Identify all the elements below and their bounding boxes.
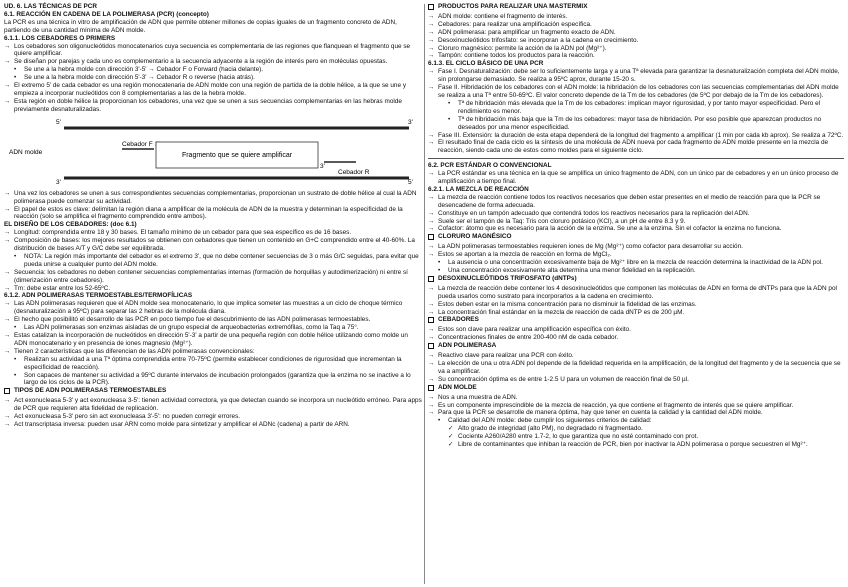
- list-item: → La concentración final estándar en la mezcla de reacción de cada dNTP es de 200 µM.: [428, 308, 685, 316]
- arrow-icon: →: [428, 409, 435, 417]
- sub-item: • La ausencia o una concentración excesivamente baja de Mg²⁺ libre en la mezcla de reacción determina la inactividad de la ADN pol.: [438, 259, 823, 267]
- list-item: → Act exonucleasa 5-3' y act exonucleasa 3-5': tienen actividad correctora, ya que detectan cuando se incorpora un nucleótido erróneo. Para apps de PCR que requieren alta fidelidad de replicación.: [4, 397, 422, 413]
- list-item: → Cloruro magnésico: permite la acción de la ADN pol (Mg²⁺).: [428, 44, 607, 52]
- bullet-icon: •: [438, 267, 441, 274]
- list-item: → Reactivo clave para realizar una PCR con éxito.: [428, 352, 574, 360]
- arrow-icon: →: [428, 251, 435, 259]
- list-item: → Estas catalizan la incorporación de nucleótidos en dirección 5'-3' a partir de una pequeña región con doble hélice utilizando como molde un ADN monocatenario y en presencia de iones magnesio (Mg²⁺).: [4, 332, 408, 347]
- list-item: → La elección de una u otra ADN pol depende de la fidelidad requerida en la amplificación, de la longitud del fragmento y de la secuencia que se va a amplificar.: [428, 359, 841, 375]
- arrow-icon: →: [428, 52, 435, 60]
- mastermix-heading: PRODUCTOS PARA REALIZAR UNA MASTERMIX: [428, 3, 844, 13]
- cebador-f-label: Cebador F: [122, 140, 153, 148]
- checkbox-square-icon: [428, 234, 434, 240]
- check-icon: ✓: [448, 425, 454, 433]
- bullet-icon: •: [14, 371, 17, 379]
- arrow-icon: →: [428, 84, 435, 92]
- check-icon: ✓: [448, 433, 454, 441]
- sub-item: • Las ADN polimerasas son enzimas aisladas de un grupo especial de arqueobacterias extremófilas, como la Taq a 75°.: [14, 324, 359, 332]
- dntp-heading: DESOXINUCLEÓTIDOS TRIFOSFATO (dNTPs): [428, 275, 844, 285]
- list-item: → Constituye en un tampón adecuado que contendrá todos los reactivos necesarios para la replicación del ADN.: [428, 209, 750, 217]
- arrow-icon: →: [428, 326, 435, 334]
- arrow-icon: →: [4, 300, 11, 308]
- list-item: → Suele ser el tampón de la Taq: Tris con cloruro potásico (KCl), a un pH de entre 8.3 y 9.: [428, 217, 686, 225]
- arrow-icon: →: [428, 139, 435, 147]
- sub-item: • Calidad del ADN molde: debe cumplir los siguientes criterios de calidad:: [438, 417, 652, 425]
- arrow-icon: →: [4, 82, 11, 90]
- list-item: → Cebadores: para realizar una amplificación específica.: [428, 20, 592, 28]
- sub-item: • Son capaces de mantener su actividad a 95ºC durante intervalos de incubación prolongados (garantiza que la enzima no se inactive a lo largo de los ciclos de la PCR).: [14, 371, 411, 387]
- list-item: → Nos a una muestra de ADN.: [428, 393, 518, 401]
- strand-top-3-label: 3': [408, 118, 413, 126]
- section-6-1-3-heading: 6.1.3. EL CICLO BÁSICO DE UNA PCR: [428, 60, 544, 68]
- check-item: ✓ Cociente A260/A280 entre 1.7-2, lo que garantiza que no esté contaminado con prot.: [448, 433, 699, 441]
- adn-polimerasa-heading: ADN POLIMERASA: [428, 342, 844, 352]
- bullet-icon: •: [14, 324, 17, 332]
- list-item: → ADN polimerasa: para amplificar un fragmento exacto de ADN.: [428, 28, 616, 36]
- arrow-icon: →: [428, 300, 435, 308]
- list-item: → Los cebadores son oligonucleótidos monocatenarios cuya secuencia es complementaria de las regiones que flanquean el fragmento que se quiere amplificar.: [4, 42, 411, 58]
- section-separator: [428, 158, 844, 159]
- arrow-icon: →: [4, 237, 11, 245]
- left-column: [4, 3, 422, 429]
- arrow-icon: →: [4, 42, 11, 50]
- primer-diagram: [4, 116, 422, 188]
- arrow-icon: →: [428, 401, 435, 409]
- strand-bottom-5-label: 5': [408, 178, 413, 186]
- list-item: → Longitud: comprendida entre 18 y 30 bases. El tamaño mínimo de un cebador para que sea específico es de 16 bases.: [4, 229, 352, 237]
- bullet-icon: •: [438, 417, 441, 425]
- list-item: → Estos son clave para realizar una amplificación específica con éxito.: [428, 326, 631, 334]
- sub-item: • NOTA: La región más importante del cebador es el extremo 3', que no debe contener secuencias de 3 o más G/C seguidas, para evitar que pueda unirse a cualquier punto del ADN molde.: [14, 252, 419, 268]
- arrow-icon: →: [428, 44, 435, 52]
- arrow-icon: →: [428, 359, 435, 367]
- arrow-icon: →: [428, 20, 435, 28]
- list-item: → Se diseñan por parejas y cada uno es complementario a la secuencia adyacente a la región de interés pero en moléculas opuestas.: [4, 58, 388, 66]
- arrow-icon: →: [428, 28, 435, 36]
- sub-item: • Se une a la hebra molde con dirección 3'-5' → Cebador F o Forward (hacia delante).: [14, 66, 264, 74]
- cebadores-heading: CEBADORES: [428, 316, 844, 326]
- bullet-icon: •: [438, 259, 441, 267]
- sub-item: • Tª de hibridación más baja que la Tm de los cebadores: mayor tasa de hibridación. Por eso posible que aparezcan productos no deseados por una menor especificidad.: [448, 115, 822, 131]
- list-item: → Concentraciones finales de entre 200-400 nM de cada cebador.: [428, 334, 619, 342]
- list-item: → Composición de bases: los mejores resultados se obtienen con cebadores que tienen un contenido en G+C comprendido entre el 40-60%. La distribución de bases A/T y G/C debe ser equilibrada.: [4, 237, 415, 253]
- arrow-icon: →: [428, 131, 435, 139]
- list-item: → Fase II. Hibridación de los cebadores con el ADN molde: la hibridación de los cebadores con las secuencias complementarias del ADN molde se realiza a una Tª entre 50-65ºC. El valor concreto depende de la Tm de los cebadores (de 5ºC por debajo de la Tm de los cebadores).: [428, 84, 839, 99]
- list-item: → Fase I. Desnaturalización: debe ser lo suficientemente larga y a una Tª elevada para garantizar la desnaturalización completa del ADN molde, sin prolongarse demasiado. Se realiza a 95ºC aprox, durante 15-20 s.: [428, 68, 840, 84]
- arrow-icon: →: [428, 352, 435, 360]
- arrow-icon: →: [4, 413, 11, 421]
- arrow-icon: →: [428, 284, 435, 292]
- arrow-icon: →: [4, 268, 11, 276]
- arrow-icon: →: [428, 308, 435, 316]
- checkbox-square-icon: [428, 4, 434, 10]
- section-6-1-2-heading: 6.1.2. ADN POLIMERASAS TERMOESTABLES/TERMOFÍLICAS: [4, 292, 193, 300]
- arrow-icon: →: [428, 375, 435, 383]
- list-item: → El extremo 5' de cada cebador es una región monocatenaria de ADN molde con una región de partida de la doble hélice, a la que se une y empieza a incorporar nucleótidos con 8 complementarias a las de la hebra molde.: [4, 82, 407, 97]
- bullet-icon: •: [448, 115, 451, 123]
- molde-label: ADN molde: [9, 148, 43, 156]
- arrow-icon: →: [4, 205, 11, 213]
- arrow-icon: →: [428, 334, 435, 342]
- list-item: → El hecho que posibilitó el desarrollo de las PCR en poco tiempo fue el descubrimiento de las ADN polimerasas termoestables.: [4, 316, 371, 324]
- list-item: → Las ADN polimerasas requieren que el ADN molde sea monocatenario, lo que implica someter las muestras a un ciclo de choque térmico (desnaturalización a 95ºC) para separar las 2 hebras de la molécula diana.: [4, 300, 403, 316]
- checkbox-square-icon: [428, 276, 434, 282]
- checkbox-square-icon: [428, 343, 434, 349]
- arrow-icon: →: [4, 58, 11, 66]
- list-item: → Estos deben estar en la misma concentración para no disminuir la fidelidad de las enzimas.: [428, 300, 697, 308]
- list-item: → Tienen 2 características que las diferencian de las ADN polimerasas convencionales:: [4, 347, 255, 355]
- arrow-icon: →: [428, 12, 435, 20]
- arrow-icon: →: [4, 189, 11, 197]
- arrow-icon: →: [4, 316, 11, 324]
- design-heading: EL DISEÑO DE LOS CEBADORES: (doc 6.1): [4, 221, 137, 229]
- sub-item: • Realizan su actividad a una Tª óptima comprendida entre 70-75ºC (permite establecer condiciones de rigurosidad que incrementan la especificidad de reacción).: [14, 355, 402, 371]
- list-item: → El papel de estos es clave: delimitan la región diana a amplificar de la molécula de ADN de la muestra y determinan la especificidad de la reacción (solo se amplifica el fragmento comprendido entre ambos).: [4, 205, 403, 221]
- arrow-icon: →: [428, 243, 435, 251]
- list-item: → Act transcriptasa inversa: pueden usar ARN como molde para sintetizar y amplificar el ADNc (cadena) a partir de ARN.: [4, 420, 350, 428]
- arrow-icon: →: [4, 229, 11, 237]
- list-item: → La mezcla de reacción contiene todos los reactivos necesarios que deben estar presentes en el medio de reacción para que la PCR se desencadene de forma adecuada.: [428, 193, 821, 209]
- checkbox-square-icon: [428, 385, 434, 391]
- arrow-icon: →: [4, 347, 11, 355]
- list-item: → Esta región en doble hélice la proporcionan los cebadores, una vez que se unen a sus secuencias complementarias en las hebras molde previamente desnaturalizadas.: [4, 97, 402, 113]
- bullet-icon: •: [14, 252, 17, 260]
- list-item: → Tampón: contiene todos los productos para la reacción.: [428, 52, 595, 60]
- checkbox-square-icon: [428, 317, 434, 323]
- list-item: → Secuencia: los cebadores no deben contener secuencias complementarias internas (formación de horquillas y autodimerización) ni entre sí (dimerización entre cebadores).: [4, 268, 408, 284]
- list-item: → Cofactor: átomo que es necesario para la acción de la enzima. Se une a la enzima. Sin el cofactor la enzima no funciona.: [428, 225, 782, 233]
- arrow-icon: →: [428, 170, 435, 178]
- list-item: → El resultado final de cada ciclo es la síntesis de una molécula de ADN nueva por cada fragmento de ADN molde presente en la mezcla de reacción, siendo cada uno de estos como moldes para el siguiente ciclo.: [428, 139, 829, 155]
- section-6-1-heading: 6.1. REACCIÓN EN CADENA DE LA POLIMERASA (PCR) (concepto): [4, 10, 209, 18]
- list-item: → Es un componente imprescindible de la mezcla de reacción, ya que contiene el fragmento de interés que se quiere amplificar.: [428, 401, 794, 409]
- section-6-1-1-heading: 6.1.1. LOS CEBADORES O PRIMERS: [4, 34, 116, 42]
- arrow-icon: →: [4, 284, 11, 292]
- list-item: → Su concentración óptima es de entre 1-2.5 U para un volumen de reacción final de 50 µl.: [428, 375, 689, 383]
- cebador-r-label: Cebador R: [338, 168, 370, 176]
- section-6-2-heading: 6.2. PCR ESTÁNDAR O CONVENCIONAL: [428, 162, 552, 170]
- fragment-label: Fragmento que se quiere amplificar: [181, 151, 293, 159]
- adn-molde-heading: ADN MOLDE: [428, 384, 844, 394]
- sub-item: • Se une a la hebra molde con dirección 5'-3' → Cebador R o reverse (hacia atrás).: [14, 74, 255, 82]
- bullet-icon: •: [14, 66, 17, 74]
- arrow-icon: →: [428, 209, 435, 217]
- arrow-icon: →: [4, 332, 11, 339]
- list-item: → ADN molde: contiene el fragmento de interés.: [428, 12, 568, 20]
- sub-item: • Tª de hibridación más elevada que la Tm de los cebadores: implican mayor rigurosidad, y por tanto mayor especificidad. Pero el rendimiento es menor.: [448, 99, 821, 115]
- primer-diagram-svg: [4, 116, 422, 188]
- arrow-icon: →: [428, 217, 435, 225]
- bullet-icon: •: [14, 355, 17, 363]
- unit-title: UD. 6. LAS TÉCNICAS DE PCR: [4, 3, 98, 10]
- list-item: → Una vez los cebadores se unen a sus correspondientes secuencias complementarias, proporcionan un sustrato de doble hélice al cual la ADN polimerasa puede comenzar su actividad.: [4, 189, 417, 205]
- right-column: [428, 3, 844, 449]
- checkbox-square-icon: [4, 388, 10, 394]
- check-icon: ✓: [448, 441, 454, 449]
- check-item: ✓ Alto grado de integridad (alto PM), no degradado ni fragmentado.: [448, 425, 643, 433]
- list-item: → La PCR estándar es una técnica en la que se amplifica un único fragmento de ADN, con un único par de cebadores y en un único proceso de amplificación a tiempo final.: [428, 170, 839, 186]
- bullet-icon: •: [448, 99, 451, 107]
- list-item: → Desoxinucleótidos trifosfato: se incorporan a la cadena en crecimiento.: [428, 36, 639, 44]
- list-item: → Estos se aportan a la mezcla de reacción en forma de MgCl₂.: [428, 251, 612, 259]
- arrow-icon: →: [428, 68, 435, 76]
- arrow-icon: →: [428, 193, 435, 201]
- list-item: → Tm: debe estar entre los 52-65ºC.: [4, 284, 111, 292]
- arrow-icon: →: [4, 97, 11, 105]
- arrow-icon: →: [428, 225, 435, 233]
- strand-top-5-label: 5': [56, 118, 61, 126]
- check-item: ✓ Libre de contaminantes que inhiban la reacción de PCR, bien por inactivar la ADN polimerasa o porque secuestren el Mg²⁺.: [448, 441, 808, 449]
- list-item: → Para que la PCR se desarrolle de manera óptima, hay que tener en cuenta la calidad y la cantidad del ADN molde.: [428, 409, 763, 417]
- paragraph: La PCR es una técnica in vitro de amplificación de ADN que permite obtener millones de copias iguales de un fragmento concreto de ADN, partiendo de una cantidad mínima de ADN molde.: [4, 18, 397, 34]
- list-item: → La ADN polimerasas termoestables requieren iones de Mg (Mg²⁺) como cofactor para desarrollar su acción.: [428, 243, 743, 251]
- cloruro-heading: CLORURO MAGNÉSICO: [428, 233, 844, 243]
- list-item: → Fase III. Extensión: la duración de esta etapa dependerá de la longitud del fragmento a amplificar (1 min por cada kb aprox). Se realiza a 72ºC.: [428, 131, 844, 139]
- sub-item: • Una concentración excesivamente alta determina una menor fidelidad en la replicación.: [438, 267, 696, 274]
- arrow-icon: →: [4, 397, 11, 405]
- strand-bottom-3-label: 3': [56, 178, 61, 186]
- section-6-2-1-heading: 6.2.1. LA MEZCLA DE REACCIÓN: [428, 185, 529, 193]
- list-item: → La mezcla de reacción debe contener los 4 desoxinucleótidos que componen las moléculas de ADN en forma de dNTPs para que la ADN pol pueda usarlos como sustrato para incorporarlos a la cadena en crecimiento.: [428, 284, 837, 300]
- list-item: → Act exonucleasa 5-3' pero sin act exonucleasa 3'-5': no pueden corregir errores.: [4, 413, 241, 421]
- cebador-r-prime: 3': [320, 162, 325, 170]
- tipos-heading: TIPOS DE ADN POLIMERASAS TERMOESTABLES: [4, 387, 422, 397]
- arrow-icon: →: [428, 393, 435, 401]
- column-divider: [424, 4, 425, 584]
- bullet-icon: •: [14, 74, 17, 82]
- arrow-icon: →: [428, 36, 435, 44]
- arrow-icon: →: [4, 420, 11, 428]
